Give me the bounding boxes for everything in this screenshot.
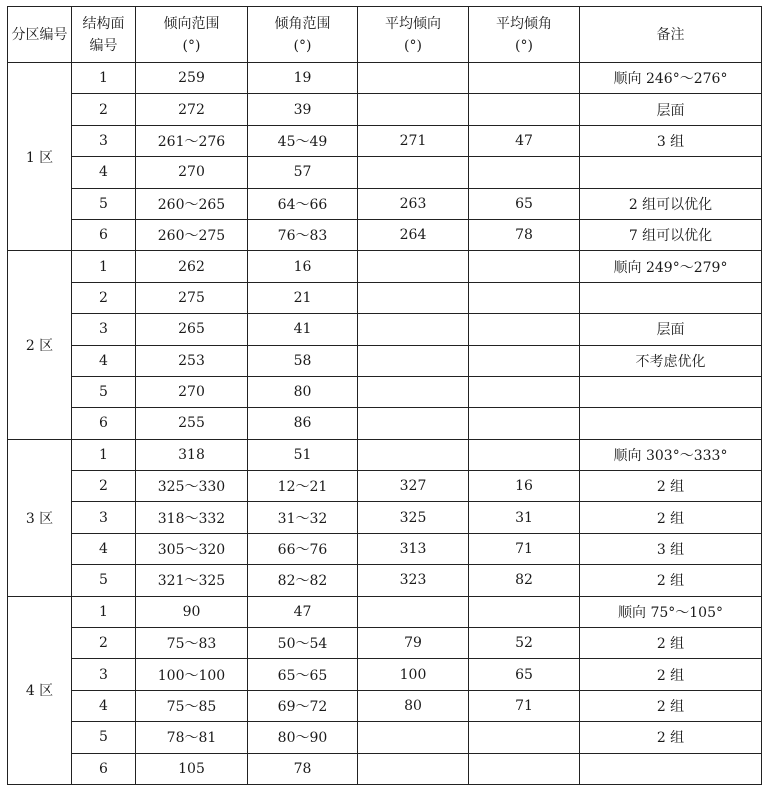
table-row bbox=[8, 596, 762, 627]
header-mean-dip-line2: (°) bbox=[515, 38, 533, 54]
structural-plane-table bbox=[7, 6, 762, 785]
struct-id-cell: 3 bbox=[72, 125, 136, 156]
table-header bbox=[8, 7, 762, 63]
table-row bbox=[8, 659, 762, 690]
mean-dip-dir-cell: 264 bbox=[358, 219, 469, 250]
header-dip-dir-range bbox=[136, 7, 248, 63]
dip-dir-range-cell: 90 bbox=[136, 596, 248, 627]
mean-dip-cell bbox=[469, 408, 580, 439]
struct-id-cell: 5 bbox=[72, 722, 136, 753]
dip-range-cell: 76～83 bbox=[248, 219, 358, 250]
remark-cell: 2 组 bbox=[580, 471, 762, 502]
table-row bbox=[8, 282, 762, 313]
dip-range-cell: 80～90 bbox=[248, 722, 358, 753]
header-mean-dip-dir bbox=[358, 7, 469, 63]
remark-cell bbox=[580, 408, 762, 439]
mean-dip-cell: 52 bbox=[469, 628, 580, 659]
dip-range-cell: 82～82 bbox=[248, 565, 358, 596]
struct-id-cell: 1 bbox=[72, 596, 136, 627]
remark-cell: 2 组 bbox=[580, 628, 762, 659]
header-dip-range-line2: (°) bbox=[293, 38, 312, 54]
table-row bbox=[8, 753, 762, 784]
remark-cell: 2 组 bbox=[580, 690, 762, 721]
struct-id-cell: 2 bbox=[72, 628, 136, 659]
mean-dip-dir-cell: 80 bbox=[358, 690, 469, 721]
table-row bbox=[8, 345, 762, 376]
mean-dip-cell bbox=[469, 63, 580, 94]
header-zone: 分区编号 bbox=[8, 7, 72, 63]
struct-id-cell: 3 bbox=[72, 502, 136, 533]
remark-cell: 2 组可以优化 bbox=[580, 188, 762, 219]
mean-dip-cell bbox=[469, 345, 580, 376]
dip-range-cell: 39 bbox=[248, 94, 358, 125]
struct-id-cell: 4 bbox=[72, 690, 136, 721]
struct-id-cell: 5 bbox=[72, 188, 136, 219]
header-dip-range bbox=[248, 7, 358, 63]
header-row bbox=[8, 7, 762, 63]
remark-cell: 层面 bbox=[580, 314, 762, 345]
table-row bbox=[8, 125, 762, 156]
dip-range-cell: 31～32 bbox=[248, 502, 358, 533]
table-row bbox=[8, 94, 762, 125]
mean-dip-cell bbox=[469, 157, 580, 188]
remark-cell: 2 组 bbox=[580, 502, 762, 533]
remark-cell bbox=[580, 376, 762, 407]
mean-dip-cell bbox=[469, 282, 580, 313]
dip-range-cell: 16 bbox=[248, 251, 358, 282]
remark-cell: 不考虑优化 bbox=[580, 345, 762, 376]
remark-cell: 3 组 bbox=[580, 533, 762, 564]
dip-dir-range-cell: 305～320 bbox=[136, 533, 248, 564]
header-remark: 备注 bbox=[580, 7, 762, 63]
struct-id-cell: 5 bbox=[72, 565, 136, 596]
header-mean-dip bbox=[469, 7, 580, 63]
dip-range-cell: 47 bbox=[248, 596, 358, 627]
struct-id-cell: 6 bbox=[72, 219, 136, 250]
mean-dip-dir-cell bbox=[358, 722, 469, 753]
mean-dip-dir-cell: 327 bbox=[358, 471, 469, 502]
dip-dir-range-cell: 100～100 bbox=[136, 659, 248, 690]
table-row bbox=[8, 690, 762, 721]
header-mean-dip-line1: 平均倾角 bbox=[496, 16, 552, 32]
mean-dip-cell: 65 bbox=[469, 659, 580, 690]
header-struct-id-line2: 编号 bbox=[89, 38, 118, 54]
dip-range-cell: 66～76 bbox=[248, 533, 358, 564]
dip-dir-range-cell: 78～81 bbox=[136, 722, 248, 753]
mean-dip-cell: 65 bbox=[469, 188, 580, 219]
dip-dir-range-cell: 261～276 bbox=[136, 125, 248, 156]
dip-dir-range-cell: 259 bbox=[136, 63, 248, 94]
dip-dir-range-cell: 275 bbox=[136, 282, 248, 313]
dip-dir-range-cell: 325～330 bbox=[136, 471, 248, 502]
mean-dip-cell bbox=[469, 314, 580, 345]
mean-dip-cell: 82 bbox=[469, 565, 580, 596]
dip-range-cell: 86 bbox=[248, 408, 358, 439]
remark-cell: 层面 bbox=[580, 94, 762, 125]
mean-dip-dir-cell bbox=[358, 596, 469, 627]
remark-cell bbox=[580, 157, 762, 188]
remark-cell: 3 组 bbox=[580, 125, 762, 156]
remark-cell: 顺向 303°～333° bbox=[580, 439, 762, 470]
remark-cell: 7 组可以优化 bbox=[580, 219, 762, 250]
mean-dip-dir-cell bbox=[358, 251, 469, 282]
dip-dir-range-cell: 105 bbox=[136, 753, 248, 784]
remark-cell: 2 组 bbox=[580, 565, 762, 596]
dip-range-cell: 78 bbox=[248, 753, 358, 784]
dip-range-cell: 51 bbox=[248, 439, 358, 470]
dip-dir-range-cell: 75～85 bbox=[136, 690, 248, 721]
struct-id-cell: 1 bbox=[72, 251, 136, 282]
header-dip-dir-range-line1: 倾向范围 bbox=[163, 16, 220, 32]
mean-dip-cell bbox=[469, 251, 580, 282]
remark-cell: 顺向 249°～279° bbox=[580, 251, 762, 282]
mean-dip-dir-cell: 271 bbox=[358, 125, 469, 156]
mean-dip-dir-cell: 79 bbox=[358, 628, 469, 659]
mean-dip-cell: 16 bbox=[469, 471, 580, 502]
table-row bbox=[8, 219, 762, 250]
table-row bbox=[8, 314, 762, 345]
mean-dip-cell: 71 bbox=[469, 690, 580, 721]
mean-dip-dir-cell bbox=[358, 314, 469, 345]
dip-range-cell: 41 bbox=[248, 314, 358, 345]
dip-dir-range-cell: 265 bbox=[136, 314, 248, 345]
table-row bbox=[8, 63, 762, 94]
struct-id-cell: 4 bbox=[72, 345, 136, 376]
struct-id-cell: 3 bbox=[72, 659, 136, 690]
mean-dip-dir-cell bbox=[358, 408, 469, 439]
mean-dip-cell bbox=[469, 753, 580, 784]
dip-dir-range-cell: 321～325 bbox=[136, 565, 248, 596]
dip-range-cell: 19 bbox=[248, 63, 358, 94]
dip-range-cell: 58 bbox=[248, 345, 358, 376]
table-row bbox=[8, 188, 762, 219]
header-mean-dip-dir-line1: 平均倾向 bbox=[385, 16, 441, 32]
struct-id-cell: 2 bbox=[72, 282, 136, 313]
dip-range-cell: 69～72 bbox=[248, 690, 358, 721]
remark-cell bbox=[580, 753, 762, 784]
table-row bbox=[8, 157, 762, 188]
header-struct-id-line1: 结构面 bbox=[82, 16, 125, 32]
table-row bbox=[8, 376, 762, 407]
dip-dir-range-cell: 260～265 bbox=[136, 188, 248, 219]
struct-id-cell: 6 bbox=[72, 408, 136, 439]
table-row bbox=[8, 251, 762, 282]
table-row bbox=[8, 408, 762, 439]
dip-dir-range-cell: 272 bbox=[136, 94, 248, 125]
header-dip-range-line1: 倾角范围 bbox=[274, 16, 331, 32]
dip-range-cell: 50～54 bbox=[248, 628, 358, 659]
header-struct-id bbox=[72, 7, 136, 63]
dip-dir-range-cell: 318 bbox=[136, 439, 248, 470]
remark-cell: 顺向 246°～276° bbox=[580, 63, 762, 94]
mean-dip-dir-cell bbox=[358, 94, 469, 125]
mean-dip-cell bbox=[469, 94, 580, 125]
mean-dip-dir-cell: 100 bbox=[358, 659, 469, 690]
mean-dip-dir-cell bbox=[358, 345, 469, 376]
dip-dir-range-cell: 270 bbox=[136, 157, 248, 188]
struct-id-cell: 2 bbox=[72, 471, 136, 502]
mean-dip-cell: 47 bbox=[469, 125, 580, 156]
dip-dir-range-cell: 318～332 bbox=[136, 502, 248, 533]
struct-id-cell: 4 bbox=[72, 157, 136, 188]
mean-dip-cell bbox=[469, 596, 580, 627]
dip-dir-range-cell: 75～83 bbox=[136, 628, 248, 659]
struct-id-cell: 4 bbox=[72, 533, 136, 564]
dip-range-cell: 65～65 bbox=[248, 659, 358, 690]
table-row bbox=[8, 439, 762, 470]
mean-dip-dir-cell bbox=[358, 282, 469, 313]
remark-cell: 2 组 bbox=[580, 722, 762, 753]
mean-dip-cell bbox=[469, 722, 580, 753]
struct-id-cell: 2 bbox=[72, 94, 136, 125]
document-page bbox=[7, 6, 761, 785]
struct-id-cell: 3 bbox=[72, 314, 136, 345]
mean-dip-cell bbox=[469, 439, 580, 470]
mean-dip-dir-cell bbox=[358, 157, 469, 188]
struct-id-cell: 6 bbox=[72, 753, 136, 784]
dip-dir-range-cell: 260～275 bbox=[136, 219, 248, 250]
mean-dip-dir-cell: 313 bbox=[358, 533, 469, 564]
remark-cell: 顺向 75°～105° bbox=[580, 596, 762, 627]
dip-dir-range-cell: 255 bbox=[136, 408, 248, 439]
struct-id-cell: 5 bbox=[72, 376, 136, 407]
zone-label-cell: 4 区 bbox=[8, 596, 72, 784]
zone-label-cell: 2 区 bbox=[8, 251, 72, 439]
mean-dip-dir-cell: 325 bbox=[358, 502, 469, 533]
mean-dip-dir-cell bbox=[358, 63, 469, 94]
header-dip-dir-range-line2: (°) bbox=[182, 38, 201, 54]
table-row bbox=[8, 471, 762, 502]
table-row bbox=[8, 502, 762, 533]
header-mean-dip-dir-line2: (°) bbox=[404, 38, 422, 54]
mean-dip-dir-cell: 263 bbox=[358, 188, 469, 219]
dip-range-cell: 80 bbox=[248, 376, 358, 407]
dip-range-cell: 64～66 bbox=[248, 188, 358, 219]
mean-dip-cell: 71 bbox=[469, 533, 580, 564]
mean-dip-cell: 31 bbox=[469, 502, 580, 533]
table-row bbox=[8, 533, 762, 564]
mean-dip-cell: 78 bbox=[469, 219, 580, 250]
mean-dip-dir-cell bbox=[358, 439, 469, 470]
table-body bbox=[8, 63, 762, 785]
table-row bbox=[8, 722, 762, 753]
zone-label-cell: 1 区 bbox=[8, 63, 72, 251]
dip-range-cell: 45～49 bbox=[248, 125, 358, 156]
struct-id-cell: 1 bbox=[72, 63, 136, 94]
remark-cell: 2 组 bbox=[580, 659, 762, 690]
table-row bbox=[8, 565, 762, 596]
table-row bbox=[8, 628, 762, 659]
mean-dip-cell bbox=[469, 376, 580, 407]
dip-range-cell: 21 bbox=[248, 282, 358, 313]
mean-dip-dir-cell: 323 bbox=[358, 565, 469, 596]
mean-dip-dir-cell bbox=[358, 753, 469, 784]
dip-dir-range-cell: 262 bbox=[136, 251, 248, 282]
dip-range-cell: 12～21 bbox=[248, 471, 358, 502]
dip-dir-range-cell: 253 bbox=[136, 345, 248, 376]
dip-dir-range-cell: 270 bbox=[136, 376, 248, 407]
dip-range-cell: 57 bbox=[248, 157, 358, 188]
zone-label-cell: 3 区 bbox=[8, 439, 72, 596]
mean-dip-dir-cell bbox=[358, 376, 469, 407]
struct-id-cell: 1 bbox=[72, 439, 136, 470]
remark-cell bbox=[580, 282, 762, 313]
